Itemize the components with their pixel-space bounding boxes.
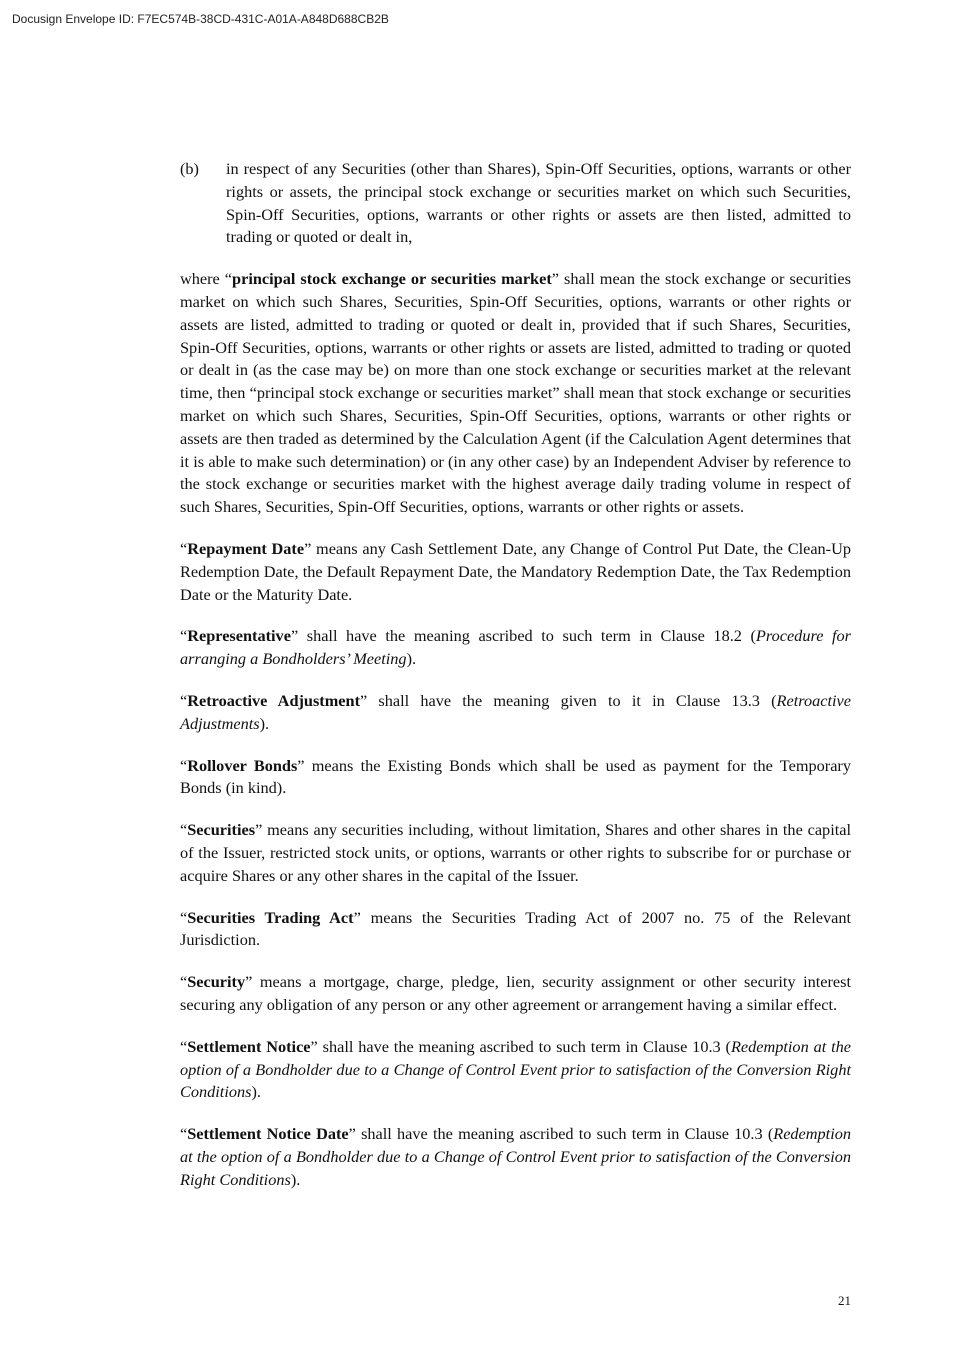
definition-settlement-notice-date: “Settlement Notice Date” shall have the meaning ascribed to such term in Clause 10.3 (Redemption at the option of a Bondholder due to a Change of Control Event prior to satisfaction of the Conversion Right Conditions). — [180, 1124, 852, 1189]
definition-settlement-notice: “Settlement Notice” shall have the meaning ascribed to such term in Clause 10.3 (Redemption at the option of a Bondholder due to a Change of Control Event prior to satisfaction of the Conversion Right Conditions). — [180, 1036, 851, 1102]
defined-term: Rollover Bonds — [187, 755, 298, 775]
defined-term: Securities Trading Act — [187, 907, 354, 927]
definition-rollover-bonds: “Rollover Bonds” means the Existing Bonds which shall be used as payment for the Temporary Bonds (in kind). — [180, 755, 851, 798]
clause-reference: Retroactive Adjustments — [180, 690, 851, 733]
page-number: 21 — [838, 1293, 851, 1308]
document-body — [180, 158, 851, 1210]
clause-reference: Redemption at the option of a Bondholder due to a Change of Control Event prior to satisfaction of the Conversion Right Conditions — [180, 1124, 852, 1189]
defined-term: Settlement Notice — [187, 1036, 311, 1056]
definition-securities: “Securities” means any securities including, without limitation, Shares and other shares in the capital of the Issuer, restricted stock units, or options, warrants or other rights to subscribe for or purchase or acquire Shares or any other shares in the capital of the Issuer. — [180, 820, 851, 885]
list-item-b — [180, 158, 851, 249]
defined-term: Settlement Notice Date — [187, 1124, 349, 1144]
defined-term: principal stock exchange or securities market — [232, 269, 552, 289]
definition-principal-stock-exchange: where “principal stock exchange or securities market” shall mean the stock exchange or securities market on which such Shares, Securities, Spin-Off Securities, options, warrants or other rights or assets are listed, admitted to trading or quoted or dealt in, provided that if such Shares, Securities, Spin-Off Securities, options, warrants or other rights or assets are listed, admitted to trading or quoted or dealt in (as the case may be) on more than one stock exchange or securities market at the relevant time, then “principal stock exchange or securities market” shall mean that stock exchange or securities market on which such Shares, Securities, Spin-Off Securities, options, warrants or other rights or assets are then traded as determined by the Calculation Agent (if the Calculation Agent determines that it is able to make such determination) or (in any other case) by an Independent Adviser by reference to the stock exchange or securities market with the highest average daily trading volume in respect of such Shares, Securities, Spin-Off Securities, options, warrants or other rights or assets. — [180, 269, 851, 517]
defined-term: Repayment Date — [187, 538, 305, 558]
definition-security: “Security” means a mortgage, charge, pledge, lien, security assignment or other security interest securing any obligation of any person or any other agreement or arrangement having a similar effect. — [180, 972, 851, 1014]
defined-term: Retroactive Adjustment — [187, 690, 360, 710]
envelope-id: Docusign Envelope ID: F7EC574B-38CD-431C-A01A-A848D688CB2B — [12, 12, 389, 26]
list-item-text: in respect of any Securities (other than Shares), Spin-Off Securities, options, warrants or other rights or assets, the principal stock exchange or securities market on which such Securities, Spin-Off Securities, options, warrants or other rights or assets are then listed, admitted to trading or quoted or dealt in, — [226, 159, 851, 247]
defined-term: Securities — [187, 820, 256, 840]
clause-reference: Procedure for arranging a Bondholders’ Meeting — [180, 626, 851, 669]
definition-representative: “Representative” shall have the meaning ascribed to such term in Clause 18.2 (Procedure for arranging a Bondholders’ Meeting). — [180, 626, 851, 669]
definition-repayment-date: “Repayment Date” means any Cash Settlement Date, any Change of Control Put Date, the Clean-Up Redemption Date, the Default Repayment Date, the Mandatory Redemption Date, the Tax Redemption Date or the Maturity Date. — [180, 538, 851, 604]
defined-term: Security — [187, 972, 246, 992]
clause-reference: Redemption at the option of a Bondholder due to a Change of Control Event prior to satisfaction of the Conversion Right Conditions — [180, 1036, 851, 1102]
definition-retroactive-adjustment: “Retroactive Adjustment” shall have the meaning given to it in Clause 13.3 (Retroactive Adjustments). — [180, 690, 851, 733]
definition-securities-trading-act: “Securities Trading Act” means the Securities Trading Act of 2007 no. 75 of the Relevant Jurisdiction. — [180, 907, 851, 950]
list-item-label: (b) — [180, 159, 199, 178]
defined-term: Representative — [187, 626, 291, 646]
